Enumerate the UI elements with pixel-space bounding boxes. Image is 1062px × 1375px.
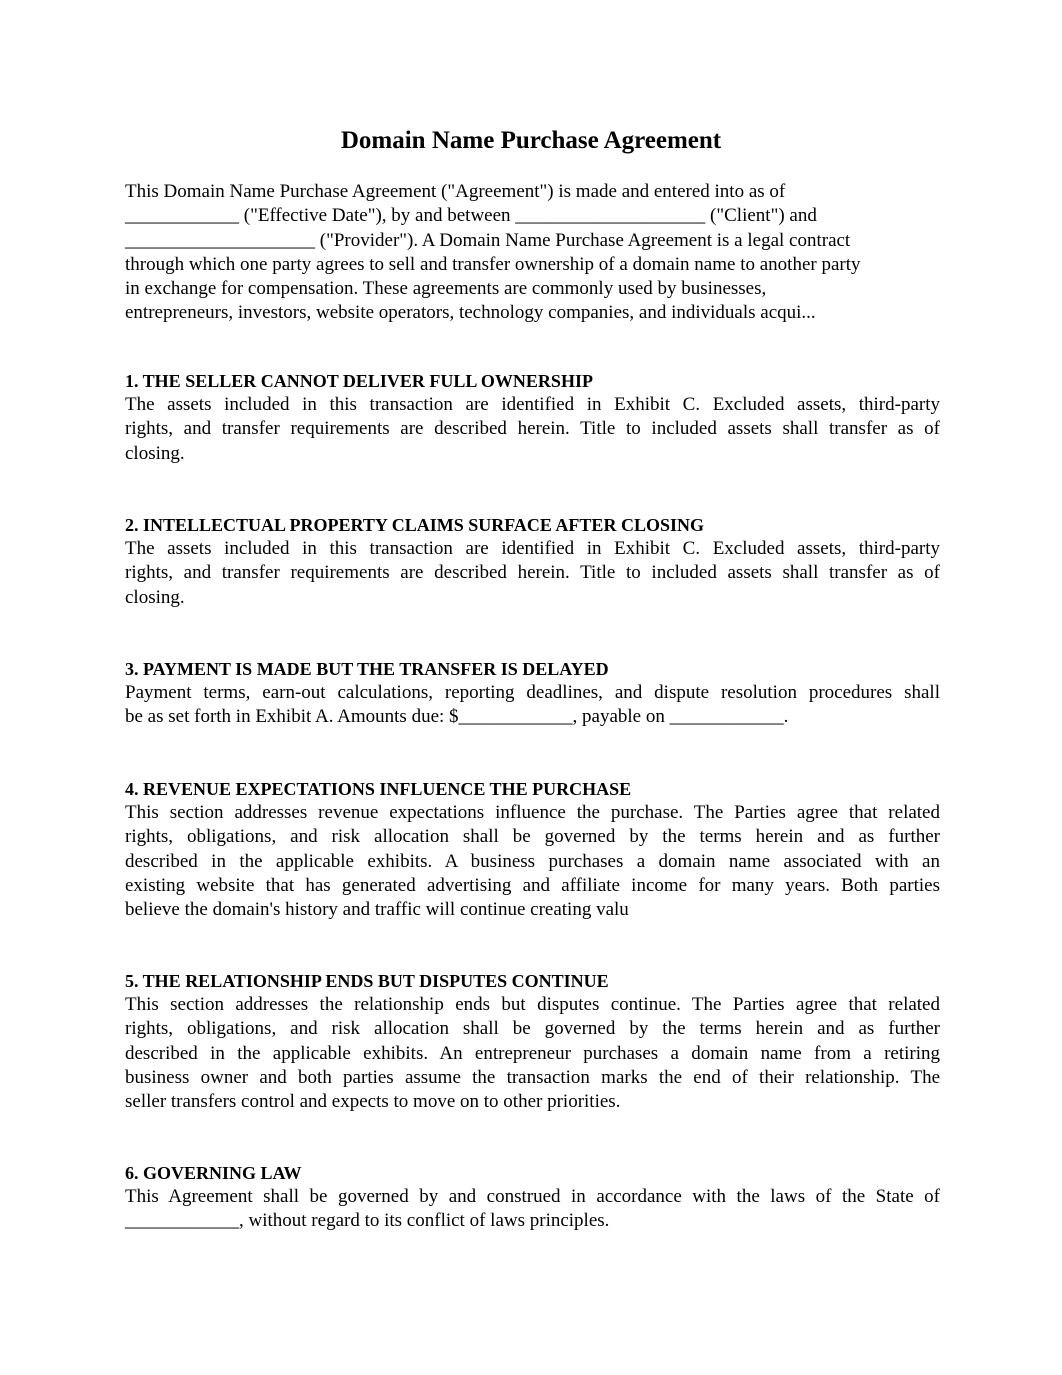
body-line: rights, and transfer requirements are described herein. Title to included assets shall transfer as of [125, 562, 940, 584]
section-body [125, 681, 940, 730]
body-line: seller transfers control and expects to move on to other priorities. [125, 1091, 621, 1113]
body-line: described in the applicable exhibits. An entrepreneur purchases a domain name from a retiring [125, 1042, 940, 1064]
section-heading: 5. THE RELATIONSHIP ENDS BUT DISPUTES CONTINUE [125, 971, 609, 991]
body-line: described in the applicable exhibits. A business purchases a domain name associated with an [125, 850, 940, 872]
body-line: This section addresses revenue expectations influence the purchase. The Parties agree that related [125, 802, 940, 823]
body-line: rights, obligations, and risk allocation shall be governed by the terms herein and as further [125, 1018, 940, 1040]
section-body [125, 993, 940, 1114]
intro-line: ____________________ ("Provider"). A Domain Name Purchase Agreement is a legal contract [125, 229, 851, 251]
intro-line: through which one party agrees to sell and transfer ownership of a domain name to another party [125, 253, 861, 275]
section-heading: 1. THE SELLER CANNOT DELIVER FULL OWNERSHIP [125, 371, 593, 391]
section-relationship-ends [125, 969, 940, 1114]
body-line: The assets included in this transaction are identified in Exhibit C. Excluded assets, third-party [125, 538, 940, 559]
section-body [125, 537, 940, 610]
body-line: rights, obligations, and risk allocation shall be governed by the terms herein and as further [125, 826, 940, 848]
section-heading: 4. REVENUE EXPECTATIONS INFLUENCE THE PURCHASE [125, 779, 632, 799]
intro-line: in exchange for compensation. These agreements are commonly used by businesses, [125, 278, 767, 300]
body-line: closing. [125, 586, 185, 608]
section-body [125, 801, 940, 922]
intro-paragraph [125, 180, 945, 326]
body-line: ____________, without regard to its conflict of laws principles. [125, 1210, 610, 1232]
section-seller-ownership [125, 369, 940, 466]
section-ip-claims [125, 513, 940, 610]
body-line: This section addresses the relationship ends but disputes continue. The Parties agree that related [125, 994, 940, 1015]
section-revenue-expectations [125, 777, 940, 922]
body-line: be as set forth in Exhibit A. Amounts due: $____________, payable on ____________. [125, 706, 789, 728]
intro-line: entrepreneurs, investors, website operators, technology companies, and individuals acqui... [125, 302, 816, 324]
section-body [125, 1185, 940, 1234]
section-governing-law [125, 1161, 940, 1234]
intro-line: This Domain Name Purchase Agreement ("Agreement") is made and entered into as of [125, 181, 786, 202]
body-line: believe the domain's history and traffic will continue creating valu [125, 899, 629, 921]
intro-line: ____________ ("Effective Date"), by and between ____________________ ("Client") and [125, 205, 817, 227]
body-line: Payment terms, earn-out calculations, reporting deadlines, and dispute resolution procedures shall [125, 682, 940, 703]
body-line: rights, and transfer requirements are described herein. Title to included assets shall transfer as of [125, 418, 940, 440]
body-line: closing. [125, 442, 185, 464]
body-line: existing website that has generated advertising and affiliate income for many years. Both parties [125, 874, 940, 896]
section-heading: 6. GOVERNING LAW [125, 1163, 302, 1183]
section-body [125, 393, 940, 466]
section-payment-delay [125, 657, 940, 730]
body-line: The assets included in this transaction are identified in Exhibit C. Excluded assets, third-party [125, 394, 940, 415]
document-title: Domain Name Purchase Agreement [340, 127, 722, 154]
section-heading: 3. PAYMENT IS MADE BUT THE TRANSFER IS DELAYED [125, 659, 609, 679]
body-line: business owner and both parties assume the transaction marks the end of their relationship. The [125, 1066, 940, 1088]
body-line: This Agreement shall be governed by and construed in accordance with the laws of the State of [125, 1186, 940, 1207]
section-heading: 2. INTELLECTUAL PROPERTY CLAIMS SURFACE AFTER CLOSING [125, 515, 704, 535]
